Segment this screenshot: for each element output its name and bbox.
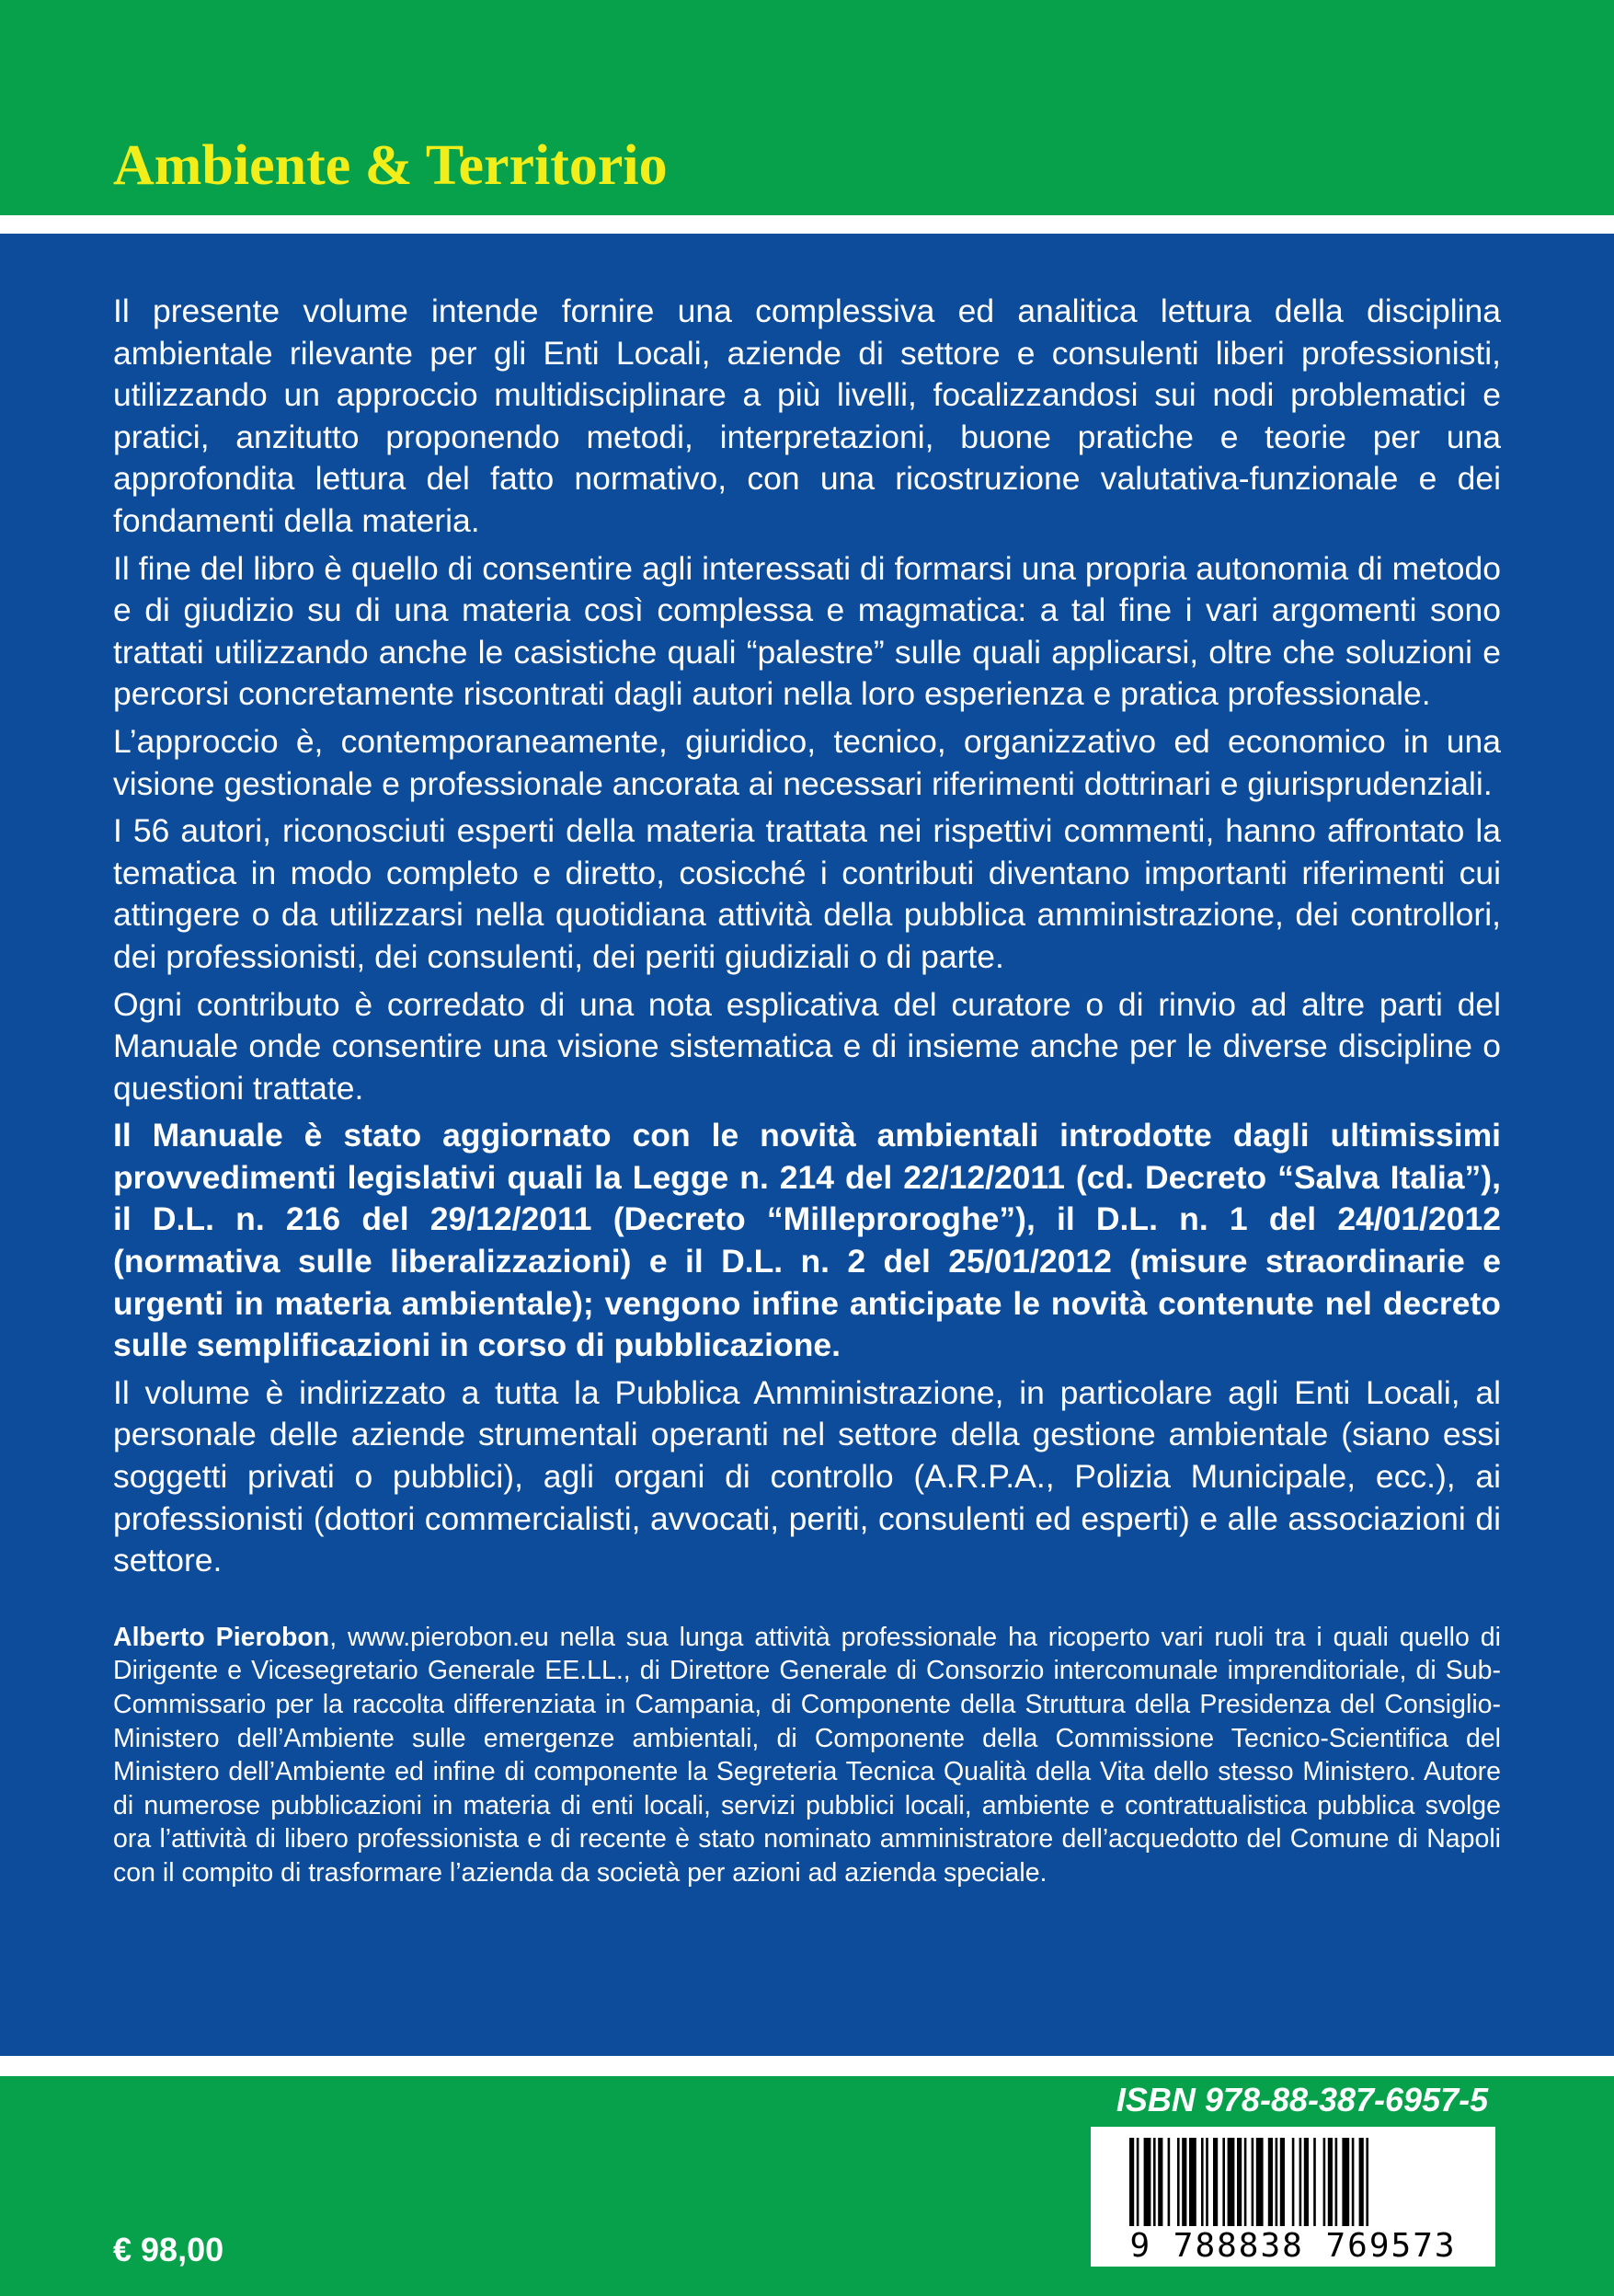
barcode-bar: [1144, 2138, 1151, 2226]
barcode-bar: [1352, 2138, 1355, 2226]
barcode-bar: [1244, 2138, 1247, 2226]
blurb: [113, 291, 1501, 1582]
blurb-paragraph: I 56 autori, riconosciuti esperti della materia trattata nei rispettivi commenti, hanno affrontato la tematica in modo completo e diretto, cosicché i contributi diventano importanti riferimenti cui attingere o da utilizzarsi nella quotidiana attività della pubblica amministrazione, dei controllori, dei professionisti, dei consulenti, dei periti giudiziali o di parte.: [113, 812, 1501, 975]
barcode-bar: [1366, 2138, 1368, 2226]
barcode-bar: [1292, 2138, 1295, 2226]
barcode-bar: [1201, 2138, 1204, 2226]
back-cover-text-panel: [0, 234, 1614, 2056]
barcode-bar: [1304, 2138, 1309, 2226]
barcode-bar: [1228, 2138, 1235, 2226]
blurb-paragraph: Il presente volume intende fornire una complessiva ed analitica lettura della disciplina ambientale rilevante per gli Enti Locali, aziende di settore e consulenti liberi professionisti, utilizzando un approccio multidisciplinare a più livelli, focalizzandosi sui nodi problematici e pratici, anzitutto proponendo metodi, interpretazioni, buone pratiche e teorie per una approfondita lettura del fatto normativo, con una ricostruzione valutativa-funzionale e dei fondamenti della materia.: [113, 293, 1501, 539]
barcode-bar: [1335, 2138, 1338, 2226]
barcode-bar: [1153, 2138, 1156, 2226]
isbn-label: ISBN 978-88-387-6957-5: [1116, 2081, 1489, 2118]
barcode-bar: [1276, 2138, 1278, 2226]
blurb-paragraph: Il fine del libro è quello di consentire agli interessati di formarsi una propria autonomia di metodo e di giudizio su di una materia così complessa e magmatica: a tal fine i vari argomenti sono trattati utilizzando anche le casistiche quali “palestre” sulle quali applicarsi, oltre che soluzioni e percorsi concretamente riscontrati dagli autori nella loro esperienza e pratica professionale.: [113, 549, 1501, 713]
barcode-bar: [1168, 2138, 1171, 2226]
barcode-bar: [1189, 2138, 1196, 2226]
barcode-bar: [1359, 2138, 1364, 2226]
top-white-stripe: [0, 215, 1614, 234]
barcode-bar: [1177, 2138, 1180, 2226]
barcode-bar: [1252, 2138, 1254, 2226]
barcode-bar: [1237, 2138, 1242, 2226]
author-bio: [113, 1621, 1501, 1890]
barcode-bar: [1313, 2138, 1316, 2226]
barcode-bar: [1182, 2138, 1186, 2226]
blurb-paragraph-update-note: Il Manuale è stato aggiornato con le novità ambientali introdotte dagli ultimissimi provvedimenti legislativi quali la Legge n. 214 del 22/12/2011 (cd. Decreto “Salva Italia”), il D.L. n. 216 del 29/12/2011 (Decreto “Milleproroghe”), il D.L. n. 1 del 24/01/2012 (normativa sulle liberalizzazioni) e il D.L. n. 2 del 25/01/2012 (misure straordinarie e urgenti in materia ambientale); vengono infine anticipate le novità contenute nel decreto sulle semplificazioni in corso di pubblicazione.: [113, 1117, 1501, 1364]
barcode-bar: [1129, 2138, 1134, 2226]
barcode: [1091, 2127, 1495, 2267]
series-title: Ambiente & Territorio: [113, 134, 668, 197]
barcode-bar: [1268, 2138, 1273, 2226]
barcode-bar: [1158, 2138, 1162, 2226]
barcode-bar: [1137, 2138, 1139, 2226]
blurb-paragraph: L’approccio è, contemporaneamente, giuridico, tecnico, organizzativo ed economico in una visione gestionale e professionale ancorata ai necessari riferimenti dottrinari e giurisprudenziali.: [113, 722, 1501, 802]
blurb-paragraph: Il volume è indirizzato a tutta la Pubblica Amministrazione, in particolare agli Enti Locali, al personale delle aziende strumentali operanti nel settore della gestione ambientale (siano essi soggetti privati o pubblici), agli organi di controllo (A.R.P.A., Polizia Municipale, ecc.), ai professionisti (dottori commercialisti, avvocati, periti, consulenti ed esperti) e alle associazioni di settore.: [113, 1373, 1501, 1579]
author-name: Alberto Pierobon: [113, 1622, 330, 1652]
price: € 98,00: [113, 2231, 224, 2268]
barcode-bar: [1342, 2138, 1349, 2226]
barcode-bar: [1222, 2138, 1225, 2226]
barcode-bar: [1213, 2138, 1218, 2226]
author-bio-text: , www.pierobon.eu nella sua lunga attività professionale ha ricoperto vari ruoli tra i quali quello di Dirigente e Vicesegretario Generale EE.LL., di Direttore Generale di Consorzio intercomunale imprenditoriale, di Sub-Commissario per la raccolta differenziata in Campania, di Componente della Struttura della Presidenza del Consiglio-Ministero dell’Ambiente sulle emergenze ambientali, di Componente della Commissione Tecnico-Scientifica del Ministero dell’Ambiente ed infine di componente la Segreteria Tecnica Qualità della Vita dello stesso Ministero. Autore di numerose pubblicazioni in materia di enti locali, servizi pubblici locali, ambiente e contrattualistica pubblica svolge ora l’attività di libero professionista e di recente è stato nominato amministratore dell’acquedotto del Comune di Napoli con il compito di trasformare l’azienda da società per azioni ad azienda speciale.: [113, 1622, 1501, 1888]
barcode-bar: [1280, 2138, 1285, 2226]
barcode-bar: [1328, 2138, 1333, 2226]
blurb-paragraph: Ogni contributo è corredato di una nota esplicativa del curatore o di rinvio ad altre parti del Manuale onde consentire una visione sistematica e di insieme anche per le diverse discipline o questioni trattate.: [113, 985, 1501, 1107]
barcode-bar: [1323, 2138, 1326, 2226]
barcode-bar: [1206, 2138, 1208, 2226]
barcode-bar: [1299, 2138, 1302, 2226]
bottom-white-stripe: [0, 2056, 1614, 2076]
barcode-bar: [1256, 2138, 1264, 2226]
barcode-digits: 9 788838 769573: [1129, 2227, 1457, 2265]
author-bio-paragraph: [113, 1621, 1501, 1890]
